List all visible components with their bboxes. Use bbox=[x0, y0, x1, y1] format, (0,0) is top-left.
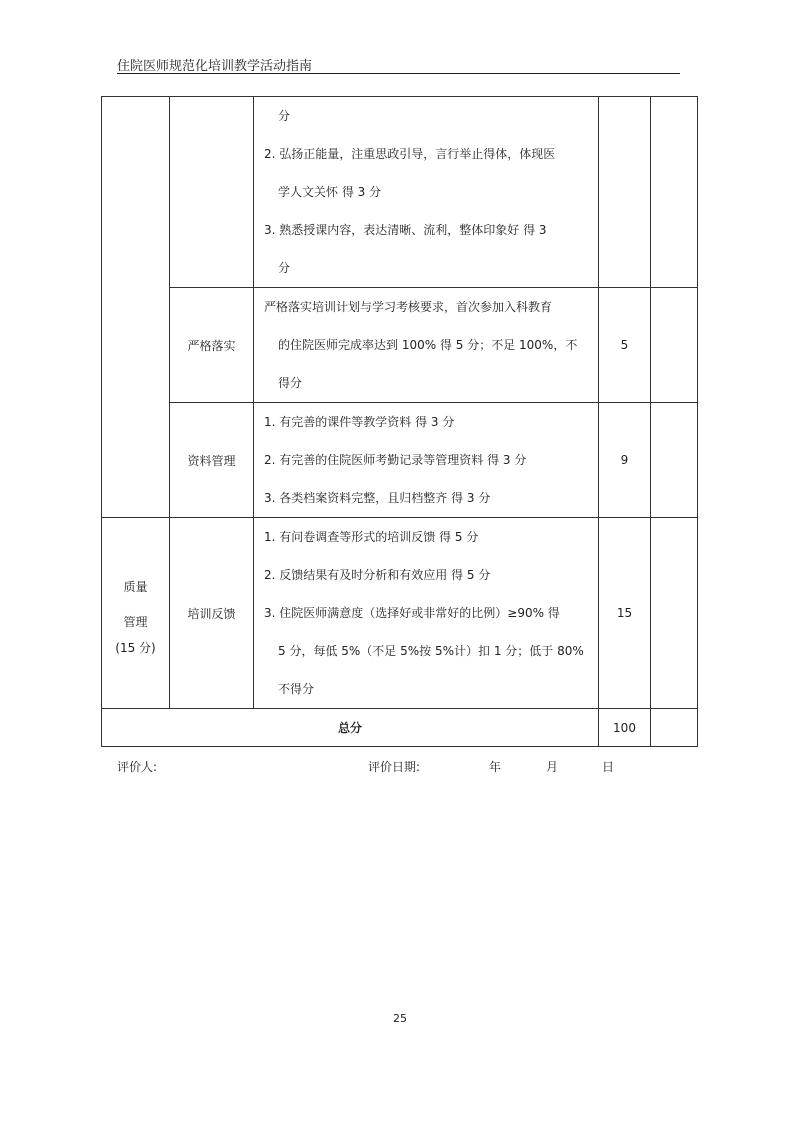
total-rating-cell bbox=[651, 709, 698, 747]
day-label: 日 bbox=[602, 760, 615, 774]
content-line: 5 分，每低 5%（不足 5%按 5%计）扣 1 分；低于 80% bbox=[278, 644, 584, 658]
content-line: 的住院医师完成率达到 100% 得 5 分；不足 100%，不 bbox=[278, 338, 578, 352]
evaluation-table bbox=[101, 96, 698, 747]
month-label: 月 bbox=[546, 760, 559, 774]
score-cell bbox=[599, 97, 651, 288]
score-cell: 15 bbox=[599, 518, 651, 709]
total-label: 总分 bbox=[102, 709, 599, 747]
table-row bbox=[102, 403, 698, 518]
content-line: 不得分 bbox=[278, 682, 315, 696]
score-cell: 5 bbox=[599, 288, 651, 403]
header-rule bbox=[117, 73, 680, 74]
rating-cell bbox=[651, 97, 698, 288]
content-line: 1. 有问卷调查等形式的培训反馈 得 5 分 bbox=[264, 530, 479, 544]
total-score: 100 bbox=[599, 709, 651, 747]
content-cell bbox=[254, 288, 599, 403]
content-line: 分 bbox=[278, 109, 291, 123]
year-label: 年 bbox=[489, 760, 502, 774]
content-line: 得分 bbox=[278, 376, 303, 390]
header-title: 住院医师规范化培训教学活动指南 bbox=[117, 59, 313, 74]
page-number: 25 bbox=[393, 1012, 407, 1025]
content-cell bbox=[254, 97, 599, 288]
total-row bbox=[102, 709, 698, 747]
rating-cell bbox=[651, 288, 698, 403]
score-cell: 9 bbox=[599, 403, 651, 518]
rating-cell bbox=[651, 403, 698, 518]
item-cell: 资料管理 bbox=[170, 403, 254, 518]
category-line: 质量 bbox=[123, 580, 148, 594]
content-line: 3. 各类档案资料完整，且归档整齐 得 3 分 bbox=[264, 491, 491, 505]
item-cell-empty bbox=[170, 97, 254, 288]
content-line: 2. 弘扬正能量，注重思政引导，言行举止得体，体现医 bbox=[264, 147, 556, 161]
date-label: 评价日期: bbox=[368, 760, 421, 774]
category-line: (15 分) bbox=[115, 641, 156, 655]
content-line: 2. 反馈结果有及时分析和有效应用 得 5 分 bbox=[264, 568, 491, 582]
content-line: 学人文关怀 得 3 分 bbox=[278, 185, 382, 199]
evaluator-label: 评价人: bbox=[117, 760, 158, 774]
rating-cell bbox=[651, 518, 698, 709]
item-cell: 培训反馈 bbox=[170, 518, 254, 709]
content-cell bbox=[254, 518, 599, 709]
category-cell-empty bbox=[102, 97, 170, 518]
table-row bbox=[102, 518, 698, 709]
content-line: 3. 熟悉授课内容，表达清晰、流利，整体印象好 得 3 bbox=[264, 223, 547, 237]
category-cell bbox=[102, 518, 170, 709]
content-cell bbox=[254, 403, 599, 518]
content-line: 分 bbox=[278, 261, 291, 275]
table-row bbox=[102, 97, 698, 288]
content-line: 3. 住院医师满意度（选择好或非常好的比例）≥90% 得 bbox=[264, 606, 560, 620]
category-line: 管理 bbox=[123, 615, 148, 629]
content-line: 2. 有完善的住院医师考勤记录等管理资料 得 3 分 bbox=[264, 453, 527, 467]
content-line: 严格落实培训计划与学习考核要求，首次参加入科教育 bbox=[264, 300, 553, 314]
table-row bbox=[102, 288, 698, 403]
item-cell: 严格落实 bbox=[170, 288, 254, 403]
content-line: 1. 有完善的课件等教学资料 得 3 分 bbox=[264, 415, 455, 429]
